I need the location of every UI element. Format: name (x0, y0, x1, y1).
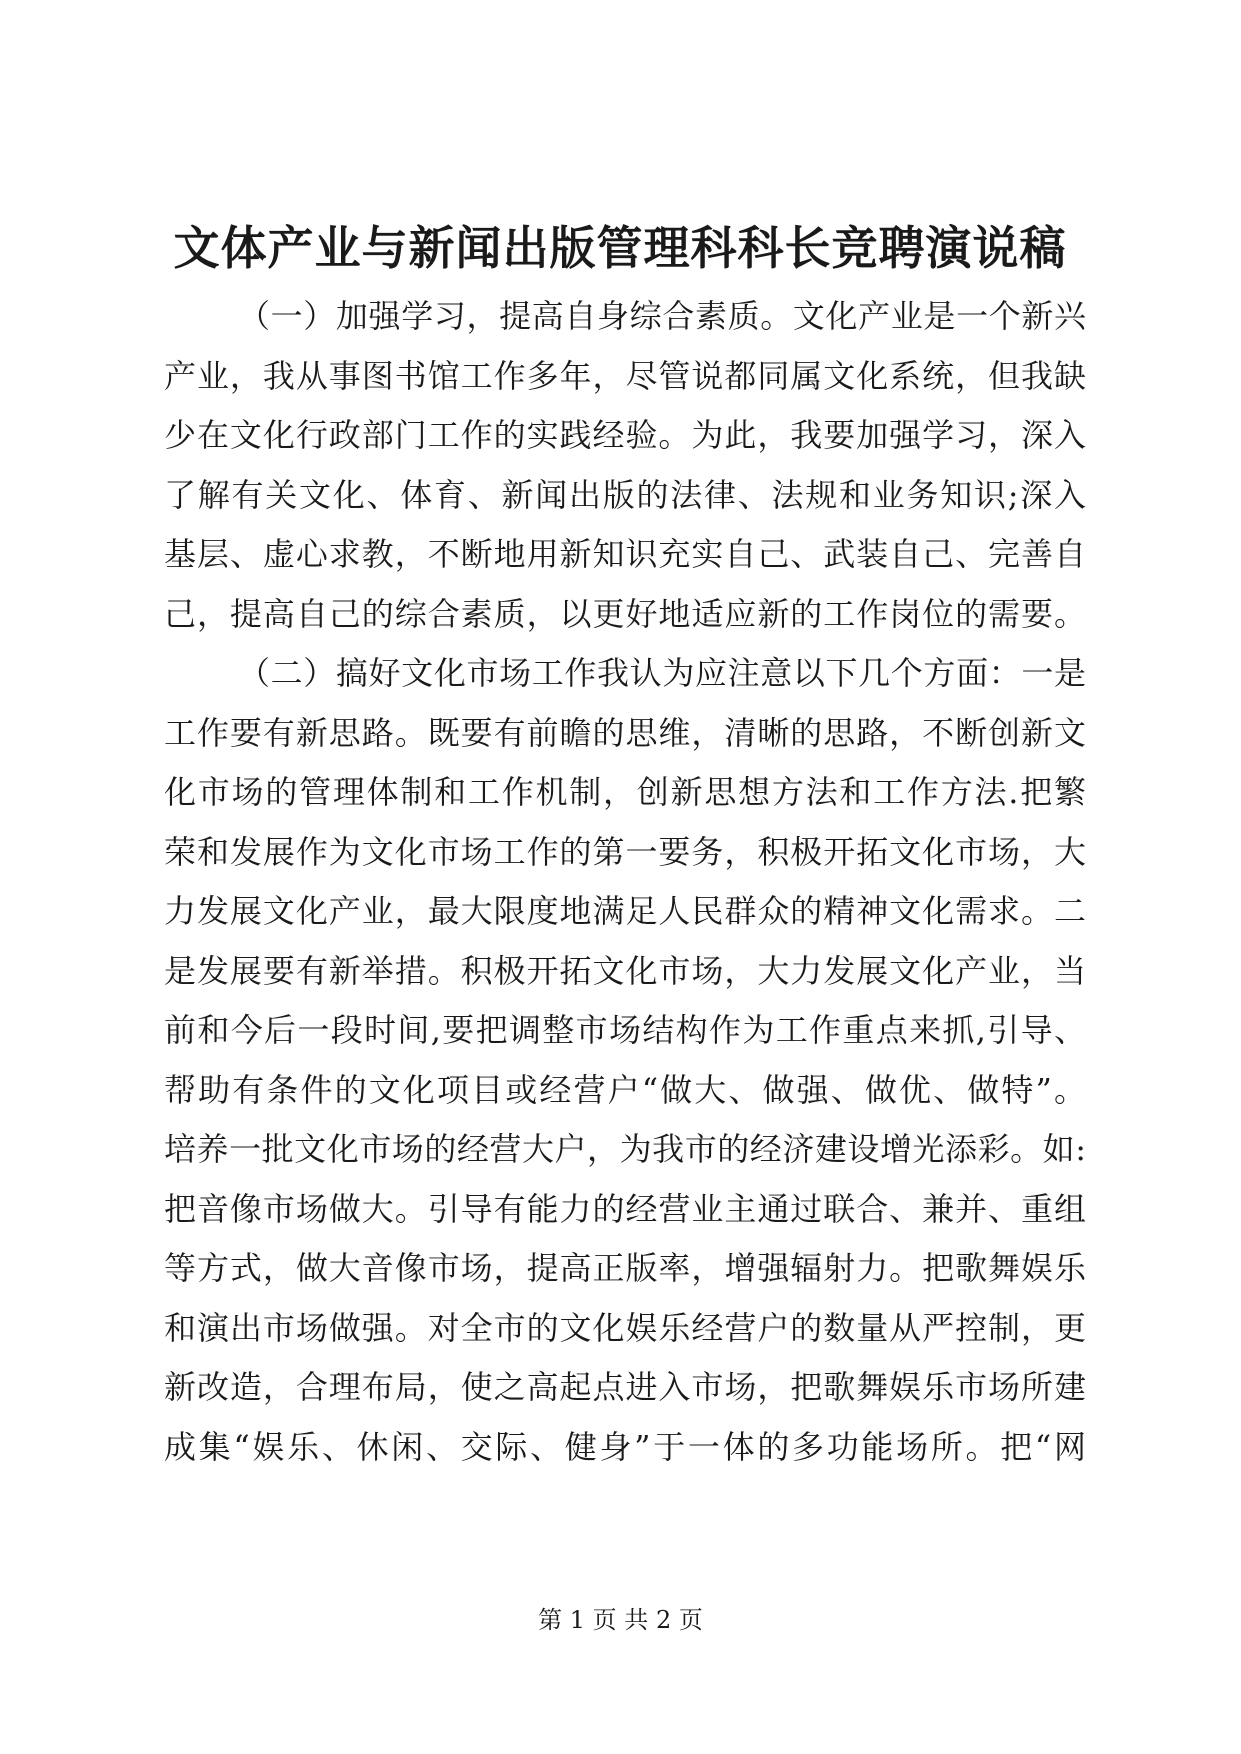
paragraph-line: 了解有关文化、体育、新闻出版的法律、法规和业务知识;深入 (164, 475, 1086, 514)
paragraph-line: （二）搞好文化市场工作我认为应注意以下几个方面：一是 (238, 654, 1086, 692)
paragraph-line: 把音像市场做大。引导有能力的经营业主通过联合、兼并、重组 (164, 1189, 1086, 1228)
paragraph-line: 和演出市场做强。对全市的文化娱乐经营户的数量从严控制，更 (164, 1308, 1086, 1347)
paragraph-line: 前和今后一段时间,要把调整市场结构作为工作重点来抓,引导、 (164, 1011, 1086, 1049)
paragraph-line: 帮助有条件的文化项目或经营户“做大、做强、做优、做特”。 (164, 1070, 1086, 1109)
page-number-footer: 第 1 页 共 2 页 (538, 1606, 703, 1634)
paragraph-line: 培养一批文化市场的经营大户，为我市的经济建设增光添彩。如: (164, 1130, 1086, 1168)
document-body (164, 287, 1086, 1477)
paragraph-line: 化市场的管理体制和工作机制，创新思想方法和工作方法.把繁 (164, 773, 1086, 811)
paragraph-line: 是发展要有新举措。积极开拓文化市场，大力发展文化产业，当 (164, 951, 1086, 990)
paragraph-line: 力发展文化产业，最大限度地满足人民群众的精神文化需求。二 (164, 892, 1086, 930)
paragraph-line: （一）加强学习，提高自身综合素质。文化产业是一个新兴 (238, 297, 1086, 335)
paragraph-line: 成集“娱乐、休闲、交际、健身”于一体的多功能场所。把“网 (164, 1427, 1086, 1466)
paragraph-line: 少在文化行政部门工作的实践经验。为此，我要加强学习，深入 (164, 416, 1086, 454)
paragraph-line: 荣和发展作为文化市场工作的第一要务，积极开拓文化市场，大 (164, 832, 1086, 871)
paragraph-line: 己，提高自己的综合素质，以更好地适应新的工作岗位的需要。 (164, 594, 1086, 633)
paragraph-line: 等方式，做大音像市场，提高正版率，增强辐射力。把歌舞娱乐 (164, 1249, 1086, 1287)
paragraph-line: 新改造，合理布局，使之高起点进入市场，把歌舞娱乐市场所建 (164, 1368, 1086, 1406)
paragraph-line: 工作要有新思路。既要有前瞻的思维，清晰的思路，不断创新文 (164, 713, 1086, 752)
document-title: 文体产业与新闻出版管理科科长竞聘演说稿 (173, 221, 1067, 275)
paragraph-line: 产业，我从事图书馆工作多年，尽管说都同属文化系统，但我缺 (164, 356, 1086, 395)
paragraph-line: 基层、虚心求教，不断地用新知识充实自己、武装自己、完善自 (164, 535, 1086, 573)
